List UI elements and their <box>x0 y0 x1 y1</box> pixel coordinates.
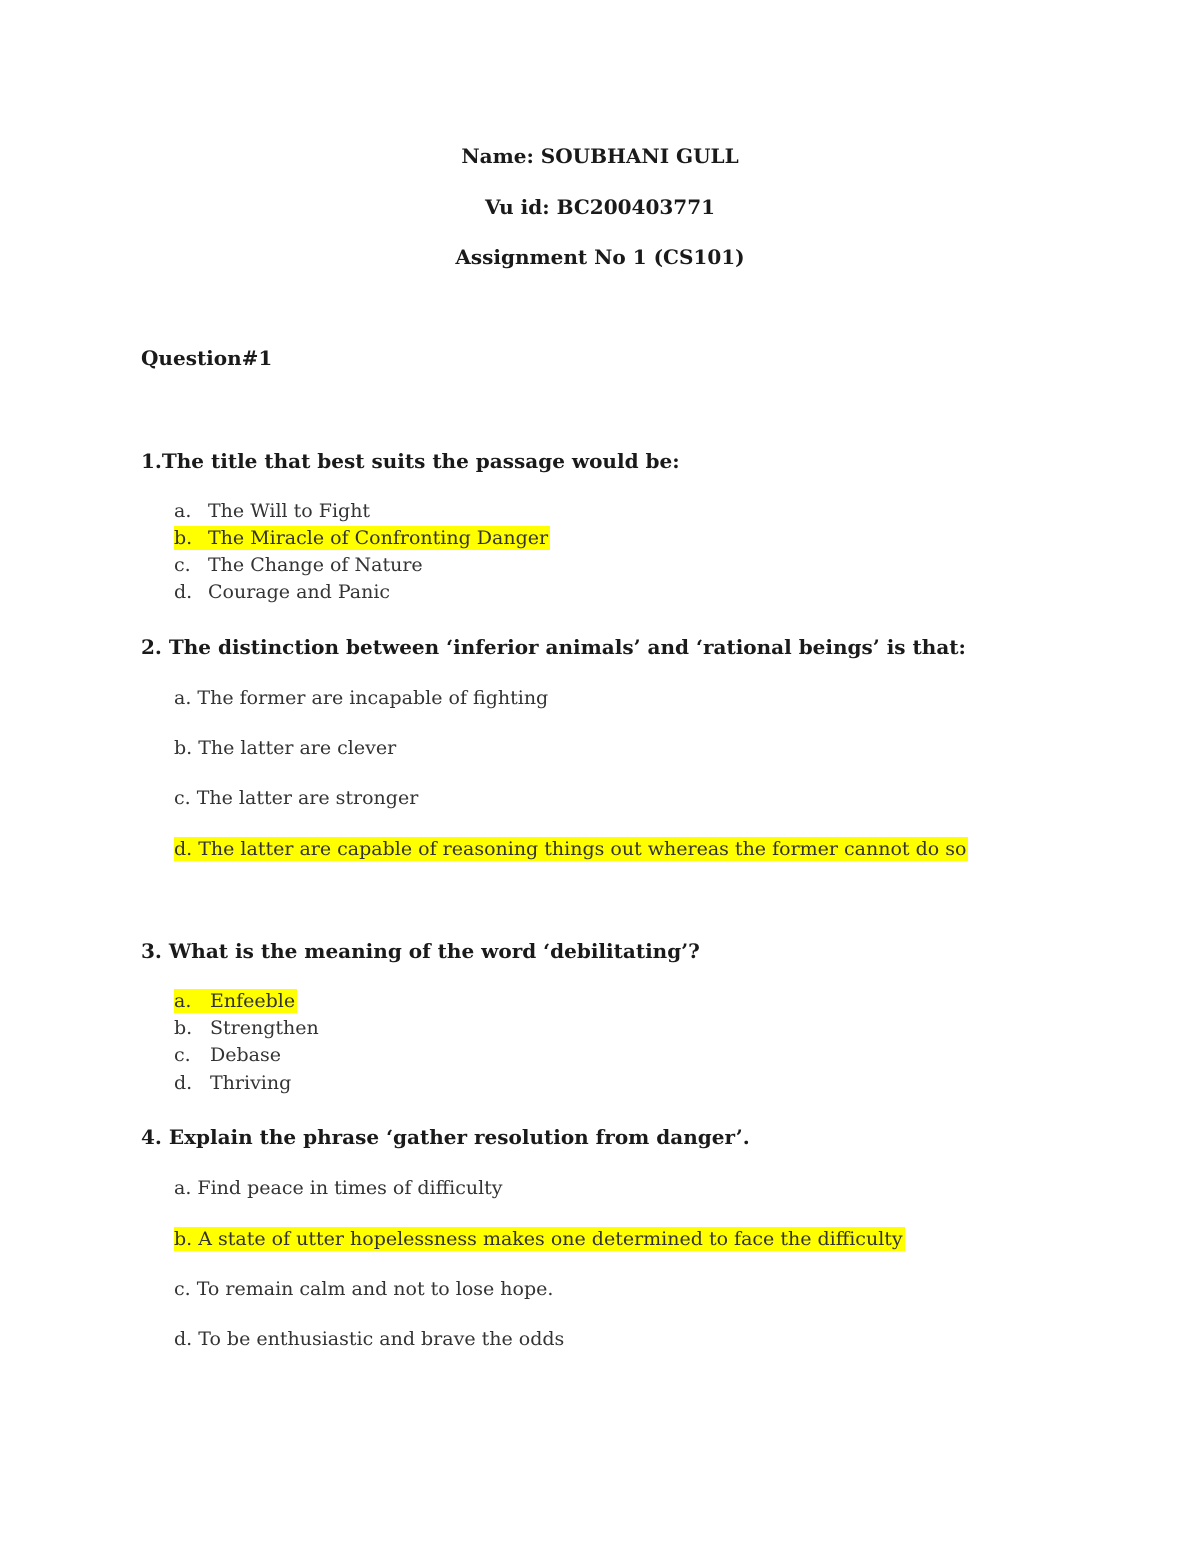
q1-option-b <box>174 526 550 550</box>
option-text: The Change of Nature <box>208 554 423 576</box>
section-title: Question#1 <box>141 346 273 370</box>
q3-option-d <box>174 1071 291 1095</box>
option-text: The Miracle of Confronting Danger <box>208 527 549 549</box>
option-letter: c. <box>174 554 191 576</box>
answer-highlight <box>174 526 550 550</box>
option-text: Strengthen <box>210 1017 319 1039</box>
option-letter: d. <box>174 581 193 603</box>
q3-option-c <box>174 1043 281 1067</box>
q1-option-d <box>174 580 390 604</box>
q1-option-c <box>174 553 423 577</box>
option-text: Thriving <box>210 1072 292 1094</box>
vu-id: Vu id: BC200403771 <box>484 195 716 219</box>
answer-highlight <box>174 989 297 1013</box>
q1-option-a <box>174 499 370 523</box>
q2-option-a: a. The former are incapable of fighting <box>174 687 549 709</box>
option-letter: a. <box>174 500 192 522</box>
question-3-text: 3. What is the meaning of the word ‘debilitating’? <box>141 939 700 963</box>
q3-option-a <box>174 989 297 1013</box>
q4-option-b <box>174 1227 905 1251</box>
q2-option-b: b. The latter are clever <box>174 737 397 759</box>
option-text: Enfeeble <box>210 990 296 1012</box>
question-4-text: 4. Explain the phrase ‘gather resolution from danger’. <box>141 1125 750 1149</box>
q4-option-c: c. To remain calm and not to lose hope. <box>174 1278 554 1300</box>
option-text: Debase <box>210 1044 281 1066</box>
answer-highlight: d. The latter are capable of reasoning things out whereas the former cannot do so <box>174 838 967 860</box>
assignment-title: Assignment No 1 (CS101) <box>455 245 745 269</box>
q2-option-d <box>174 837 968 861</box>
student-name: Name: SOUBHANI GULL <box>461 144 739 168</box>
option-letter: b. <box>174 1017 193 1039</box>
q3-option-b <box>174 1016 319 1040</box>
q4-option-d: d. To be enthusiastic and brave the odds <box>174 1328 565 1350</box>
option-letter: b. <box>174 527 193 549</box>
option-letter: a. <box>174 990 192 1012</box>
question-1-text: 1.The title that best suits the passage would be: <box>141 449 680 473</box>
option-letter: d. <box>174 1072 193 1094</box>
answer-highlight: b. A state of utter hopelessness makes one determined to face the difficulty <box>174 1228 903 1250</box>
option-letter: c. <box>174 1044 191 1066</box>
option-text: The Will to Fight <box>208 500 371 522</box>
q4-option-a: a. Find peace in times of difficulty <box>174 1177 503 1199</box>
q2-option-c: c. The latter are stronger <box>174 787 419 809</box>
question-2-text: 2. The distinction between ‘inferior animals’ and ‘rational beings’ is that: <box>141 635 966 659</box>
option-text: Courage and Panic <box>208 581 391 603</box>
